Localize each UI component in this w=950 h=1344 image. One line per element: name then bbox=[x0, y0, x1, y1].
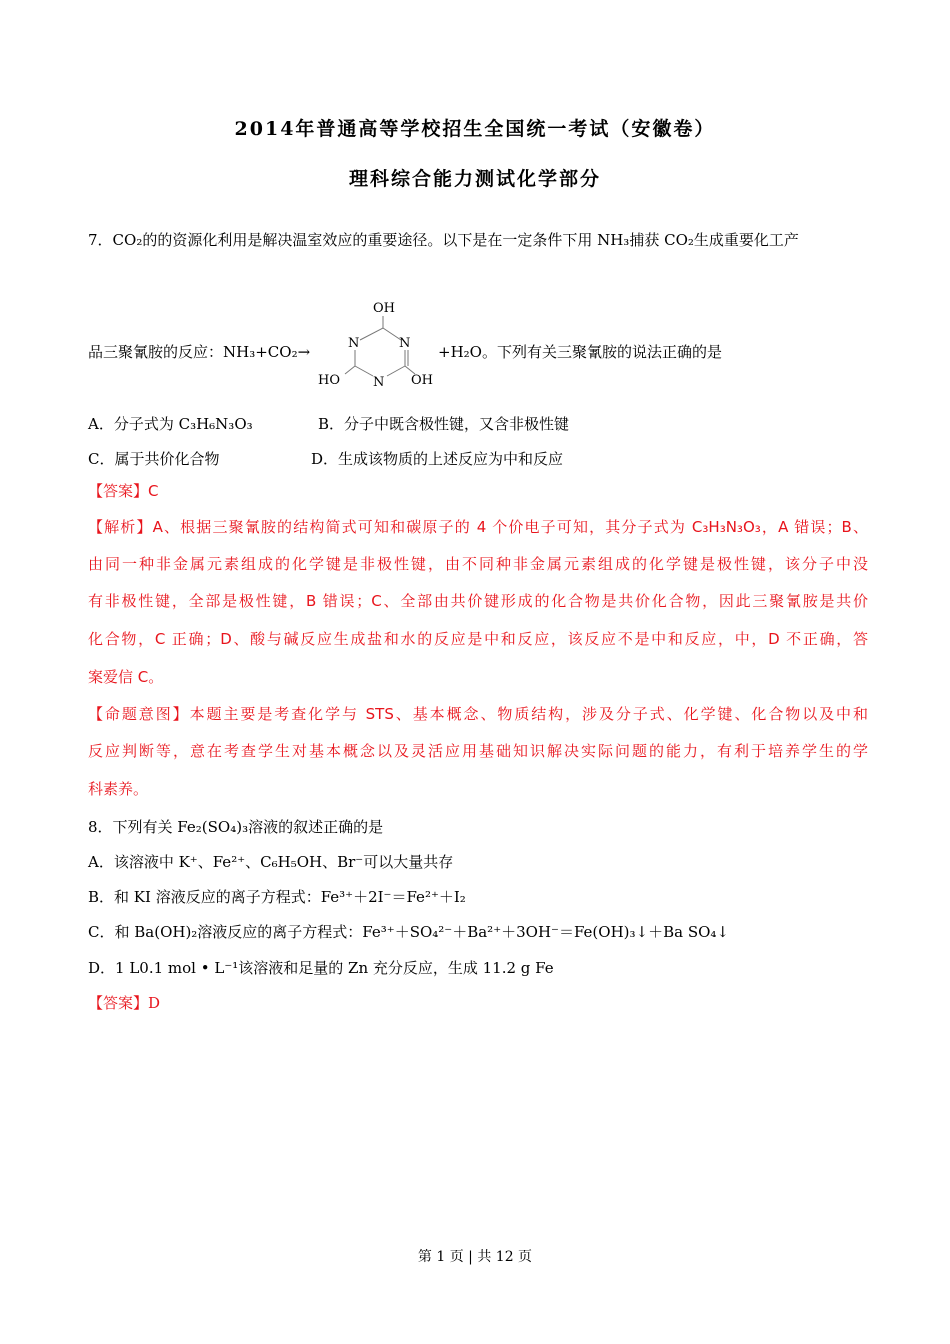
q8-option-c: C．和 Ba(OH)₂溶液反应的离子方程式：Fe³⁺＋SO₄²⁻＋Ba²⁺＋3OH⁻＝Fe(OH)₃↓＋Ba SO₄↓ bbox=[88, 923, 729, 941]
q7-stem-line2a: 品三聚氰胺的反应：NH₃+CO₂→ bbox=[88, 343, 311, 361]
q7-intent-line: 反应判断等，意在考查学生对基本概念以及灵活应用基础知识解决实际问题的能力，有利于培养学生的学 bbox=[88, 742, 868, 760]
q7-analysis-line: 化合物，C 正确；D、酸与碱反应生成盐和水的反应是中和反应，该反应不是中和反应，中，D 不正确，答 bbox=[88, 630, 868, 648]
q7-analysis-line: 【解析】A、根据三聚氰胺的结构简式可知和碳原子的 4 个价电子可知，其分子式为 C₃H₃N₃O₃，A 错误；B、 bbox=[88, 518, 868, 536]
exam-title: 2014年普通高等学校招生全国统一考试（安徽卷） bbox=[234, 118, 716, 140]
q7-option-c: C．属于共价化合物 bbox=[88, 450, 220, 468]
q7-option-b: B．分子中既含极性键，又含非极性键 bbox=[318, 415, 570, 433]
mol-n-right: N bbox=[399, 336, 411, 351]
page-footer: 第 1 页 | 共 12 页 bbox=[417, 1249, 533, 1265]
q8-option-a: A．该溶液中 K⁺、Fe²⁺、C₆H₅OH、Br⁻可以大量共存 bbox=[88, 853, 454, 871]
q8-option-d: D．1 L0.1 mol • L⁻¹该溶液和足量的 Zn 充分反应，生成 11.2 g Fe bbox=[88, 959, 554, 977]
q7-option-d: D．生成该物质的上述反应为中和反应 bbox=[311, 450, 564, 468]
q7-intent-line: 科素养。 bbox=[88, 780, 149, 798]
mol-oh-right: OH bbox=[411, 373, 433, 388]
exam-subtitle: 理科综合能力测试化学部分 bbox=[348, 168, 601, 190]
q7-analysis-line: 有非极性键，全部是极性键，B 错误；C、全部由共价键形成的化合物是共价化合物，因此三聚氰胺是共价 bbox=[88, 592, 868, 610]
mol-ho-left: HO bbox=[318, 373, 340, 388]
q7-analysis-line: 由同一种非金属元素组成的化学键是非极性键，由不同种非金属元素组成的化学键是极性键，该分子中没 bbox=[88, 555, 868, 573]
q8-answer: 【答案】D bbox=[88, 994, 161, 1012]
q7-answer: 【答案】C bbox=[88, 482, 159, 500]
q7-intent-line: 【命题意图】本题主要是考查化学与 STS、基本概念、物质结构，涉及分子式、化学键、化合物以及中和 bbox=[88, 705, 868, 723]
mol-top-oh: OH bbox=[373, 301, 395, 316]
q8-option-b: B．和 KI 溶液反应的离子方程式：Fe³⁺＋2I⁻＝Fe²⁺＋I₂ bbox=[88, 888, 466, 906]
mol-n-bottom: N bbox=[373, 375, 385, 390]
q7-stem-line2b: +H₂O。下列有关三聚氰胺的说法正确的是 bbox=[438, 343, 722, 361]
q7-option-a: A．分子式为 C₃H₆N₃O₃ bbox=[88, 415, 253, 433]
q8-stem: 8．下列有关 Fe₂(SO₄)₃溶液的叙述正确的是 bbox=[88, 818, 384, 836]
cyanuric-acid-structure bbox=[315, 298, 445, 393]
mol-n-left: N bbox=[348, 336, 360, 351]
q7-stem-line1: 7．CO₂的的资源化利用是解决温室效应的重要途径。以下是在一定条件下用 NH₃捕获 CO₂生成重要化工产 bbox=[88, 231, 799, 249]
q7-analysis-line: 案爱信 C。 bbox=[88, 668, 164, 686]
